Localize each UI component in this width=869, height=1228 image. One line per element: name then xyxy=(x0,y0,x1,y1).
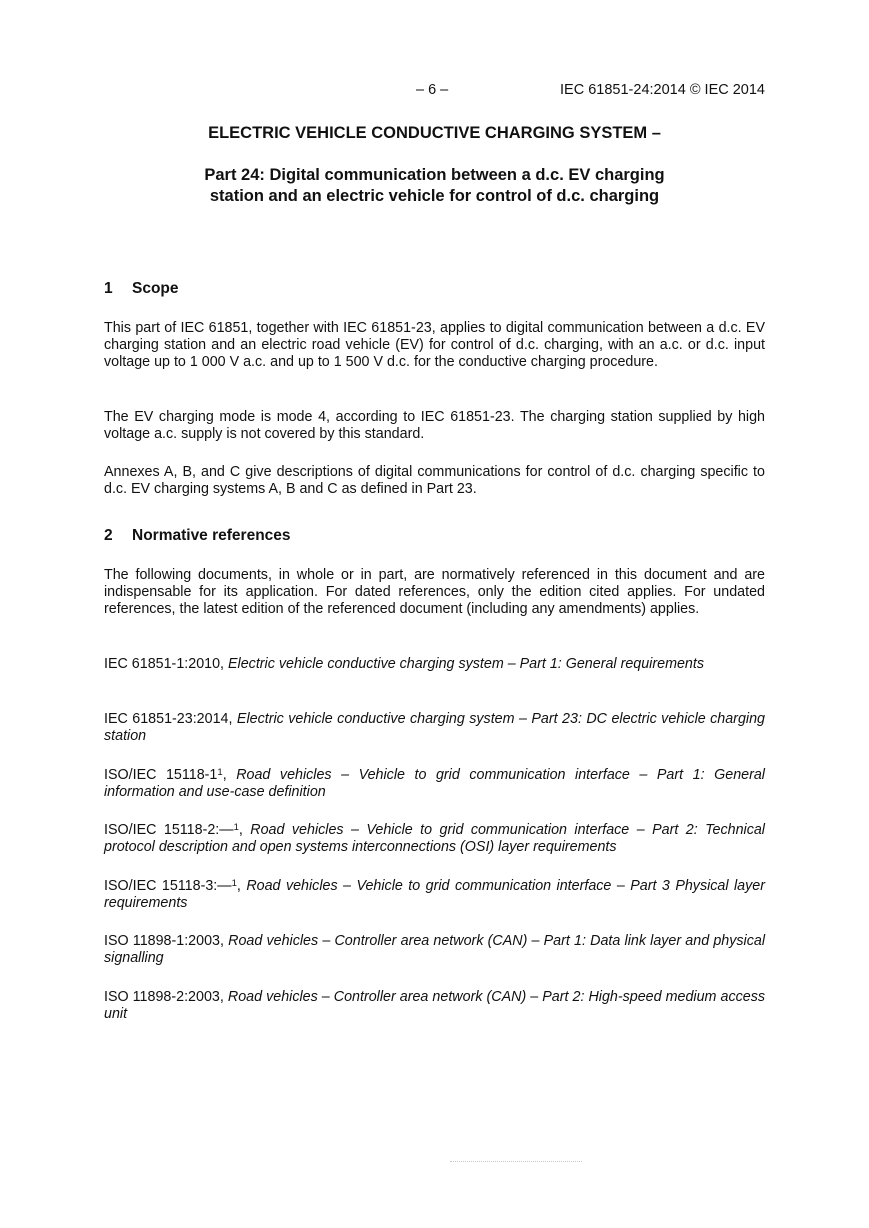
reference-title: Road vehicles – Vehicle to grid communication interface – Part 3 Physical layer requirements xyxy=(104,878,765,911)
section-title: Scope xyxy=(132,280,179,297)
reference-id: IEC 61851-1:2010, xyxy=(104,656,225,672)
page-number: – 6 – xyxy=(416,82,449,98)
footer-watermark xyxy=(450,1161,582,1166)
reference-title: Road vehicles – Controller area network (CAN) – Part 1: Data link layer and physical signalling xyxy=(104,933,765,966)
reference-title: Road vehicles – Vehicle to grid communication interface – Part 1: General information and use-case definition xyxy=(104,767,765,800)
reference-id: ISO 11898-2:2003, xyxy=(104,989,224,1005)
footnote-marker: 1 xyxy=(231,878,237,889)
section-heading-normative-references xyxy=(104,527,291,545)
reference-id: ISO/IEC 15118-1 xyxy=(104,767,218,783)
reference-entry xyxy=(104,711,765,745)
subtitle-line-1: Part 24: Digital communication between a d.c. EV charging xyxy=(204,166,665,184)
document-subtitle xyxy=(104,165,765,207)
reference-entry: ISO/IEC 15118-2:—$^1$, Road vehicles – Vehicle to grid communication interface – Part 2: Technical protocol description and open systems interconnections (OSI) layer requirements xyxy=(104,822,765,855)
reference-title: Electric vehicle conductive charging system – Part 1: General requirements xyxy=(228,656,705,672)
reference-title: Electric vehicle conductive charging system – Part 23: DC electric vehicle charging station xyxy=(104,711,765,744)
reference-entry xyxy=(104,656,765,673)
section-number: 1 xyxy=(104,280,113,297)
normative-intro-paragraph: The following documents, in whole or in part, are normatively referenced in this document and are indispensable for its application. For dated references, only the edition cited applies. For undated references, the latest edition of the referenced document (including any amendments) applies. xyxy=(104,567,765,617)
reference-entry xyxy=(104,989,765,1023)
reference-entry xyxy=(104,933,765,967)
reference-title: Road vehicles – Vehicle to grid communication interface – Part 2: Technical protocol description and open systems interconnections (OSI) layer requirements xyxy=(104,822,765,855)
scope-paragraph-2: The EV charging mode is mode 4, according to IEC 61851-23. The charging station supplied by high voltage a.c. supply is not covered by this standard. xyxy=(104,409,765,442)
reference-entry: ISO/IEC $15118-1^1$, Road vehicles – Vehicle to grid communication interface – Part 1: General information and use-case definition xyxy=(104,767,765,800)
document-title: ELECTRIC VEHICLE CONDUCTIVE CHARGING SYSTEM – xyxy=(208,124,661,142)
standard-reference: IEC 61851-24:2014 © IEC 2014 xyxy=(560,82,765,98)
reference-id: ISO/IEC 15118-2:— xyxy=(104,822,234,838)
section-number: 2 xyxy=(104,527,113,544)
reference-title: Road vehicles – Controller area network (CAN) – Part 2: High-speed medium access unit xyxy=(104,989,765,1022)
reference-id: ISO 11898-1:2003, xyxy=(104,933,224,949)
subtitle-line-2: station and an electric vehicle for control of d.c. charging xyxy=(209,187,660,205)
page-header xyxy=(0,82,869,102)
reference-entry: ISO/IEC 15118-3:—$^1$, Road vehicles – Vehicle to grid communication interface – Part 3 Physical layer requirements xyxy=(104,878,765,911)
scope-paragraph-1: This part of IEC 61851, together with IEC 61851-23, applies to digital communication between a d.c. EV charging station and an electric road vehicle (EV) for control of d.c. charging, with an a.c. or d.c. input voltage up to 1 000 V a.c. and up to 1 500 V d.c. for the conductive charging procedure. xyxy=(104,320,765,370)
footnote-marker: 1 xyxy=(233,822,239,833)
footnote-marker: 1 xyxy=(217,767,223,778)
section-heading-scope xyxy=(104,280,179,298)
reference-id: ISO/IEC 15118-3:— xyxy=(104,878,232,894)
scope-paragraph-3: Annexes A, B, and C give descriptions of digital communications for control of d.c. charging specific to d.c. EV charging systems A, B and C as defined in Part 23. xyxy=(104,464,765,497)
section-title: Normative references xyxy=(132,527,291,544)
reference-id: IEC 61851-23:2014, xyxy=(104,711,233,727)
